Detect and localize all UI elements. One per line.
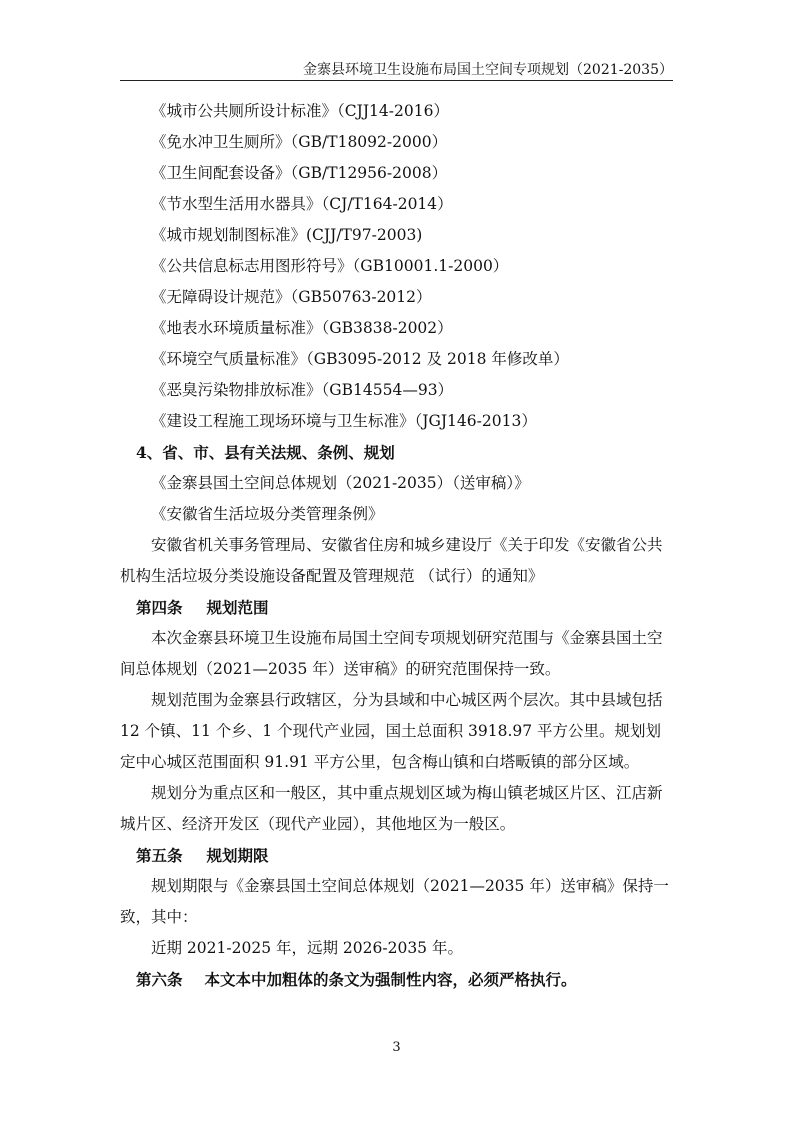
standard-item: 《城市公共厕所设计标准》（CJJ14-2016） [151, 102, 449, 120]
standard-item: 《恶臭污染物排放标准》（GB14554—93） [151, 381, 454, 399]
article-4-heading [120, 592, 673, 623]
header-rule [120, 80, 673, 81]
article-6-text: 本文本中加粗体的条文为强制性内容，必须严格执行。 [204, 970, 577, 989]
section-4-heading: 4、省、市、县有关法规、条例、规划 [136, 443, 395, 462]
standard-item: 《建设工程施工现场环境与卫生标准》（JGJ146-2013） [151, 412, 537, 430]
regulation-item: 《安徽省生活垃圾分类管理条例》 [151, 505, 384, 523]
standard-item: 《卫生间配套设备》（GB/T12956-2008） [151, 164, 448, 182]
standard-item: 《免水冲卫生厕所》（GB/T18092-2000） [151, 133, 448, 151]
regulation-item: 《金寨县国土空间总体规划（2021-2035）（送审稿）》 [151, 474, 530, 492]
standard-item: 《城市规划制图标准》(CJJ/T97-2003) [151, 226, 423, 244]
article-5-heading [120, 840, 673, 871]
article-4-title: 规划范围 [206, 598, 269, 617]
regulation-paragraph: 安徽省机关事务管理局、安徽省住房和城乡建设厅《关于印发《安徽省公共机构生活垃圾分类设施设备配置及管理规范 （试行）的通知》 [120, 536, 663, 585]
article-5-number: 第五条 [136, 846, 183, 865]
article-4-paragraph: 本次金寨县环境卫生设施布局国土空间专项规划研究范围与《金寨县国土空间总体规划（2021—2035 年）送审稿》的研究范围保持一致。 [120, 629, 663, 678]
standard-item: 《节水型生活用水器具》（CJ/T164-2014） [151, 195, 453, 213]
article-5-paragraph: 近期 2021-2025 年，远期 2026-2035 年。 [151, 939, 463, 957]
standard-item: 《公共信息标志用图形符号》（GB10001.1-2000） [151, 257, 509, 275]
standard-item: 《环境空气质量标准》（GB3095-2012 及 2018 年修改单） [151, 350, 569, 368]
page-number: 3 [392, 1040, 401, 1055]
article-4-number: 第四条 [136, 598, 183, 617]
article-5-paragraph: 规划期限与《金寨县国土空间总体规划（2021—2035 年）送审稿》保持一致，其中： [120, 877, 669, 926]
document-body [120, 96, 673, 995]
standard-item: 《地表水环境质量标准》（GB3838-2002） [151, 319, 453, 337]
article-6 [120, 964, 673, 995]
article-6-number: 第六条 [136, 970, 183, 989]
article-4-paragraph: 规划范围为金寨县行政辖区，分为县域和中心城区两个层次。其中县域包括 12 个镇、11 个乡、1 个现代产业园，国土总面积 3918.97 平方公里。规划划定中心城区范围面积 91.91 平方公里，包含梅山镇和白塔畈镇的部分区域。 [120, 691, 663, 771]
page-header: 金寨县环境卫生设施布局国土空间专项规划（2021-2035） [303, 62, 673, 78]
standard-item: 《无障碍设计规范》（GB50763-2012） [151, 288, 432, 306]
article-4-paragraph: 规划分为重点区和一般区，其中重点规划区域为梅山镇老城区片区、江店新城片区、经济开发区（现代产业园），其他地区为一般区。 [120, 784, 663, 833]
article-5-title: 规划期限 [206, 846, 269, 865]
